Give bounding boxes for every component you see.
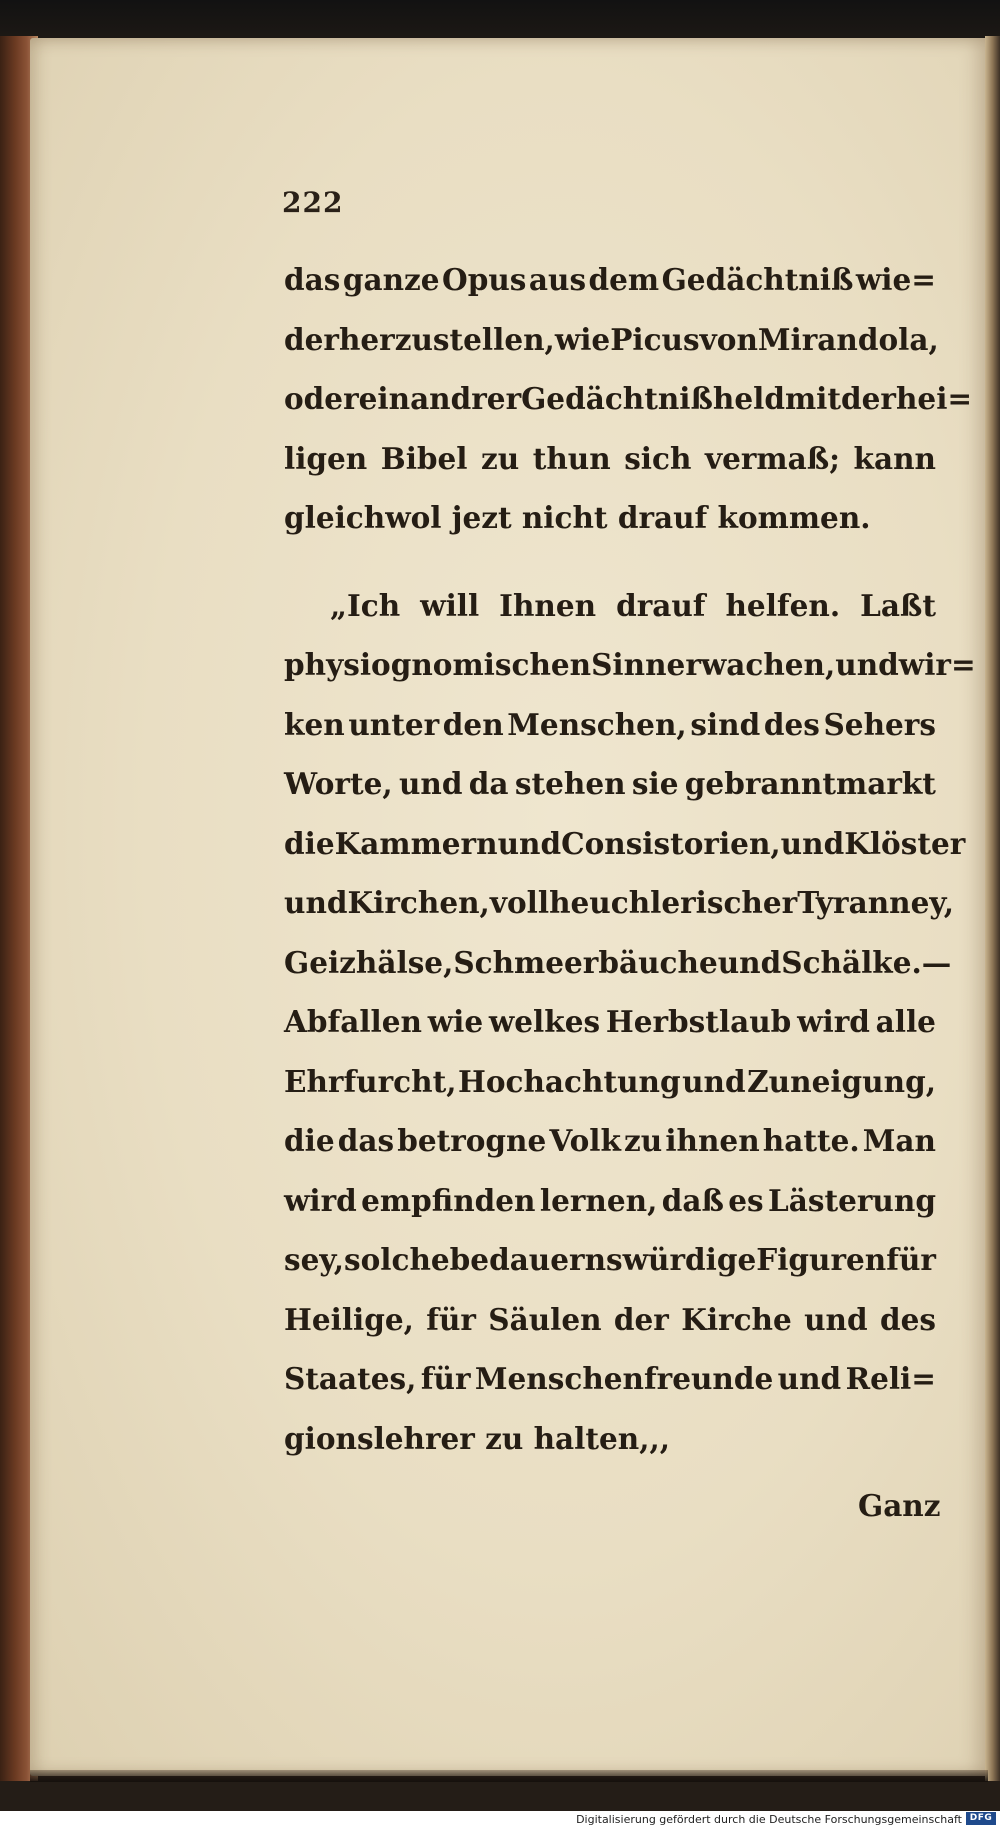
page-bottom-shadow: [30, 1770, 988, 1782]
text-line: Ehrfurcht, Hochachtung und Zuneigung,: [284, 1063, 936, 1099]
text-line: sey, solche bedauernswürdige Figuren für: [284, 1242, 936, 1277]
text-line: physiognomischen Sinn erwachen, und wir=: [284, 647, 976, 682]
text-line: oder ein andrer Gedächtnißheld mit der hei=: [284, 381, 973, 416]
text-line: „Ich will Ihnen drauf helfen. Laßt: [330, 587, 936, 623]
footer-credit: Digitalisierung gefördert durch die Deutsche Forschungsgemeinschaft: [576, 1813, 962, 1826]
text-line: Abfallen wie welkes Herbstlaub wird alle: [284, 1004, 936, 1039]
text-line: das ganze Opus aus dem Gedächtniß wie=: [284, 262, 936, 297]
text-line: gleichwol jezt nicht drauf kommen.: [284, 500, 871, 535]
text-line: ligen Bibel zu thun sich vermaß; kann: [284, 440, 936, 476]
text-line: Staates, für Menschenfreunde und Reli=: [284, 1361, 936, 1396]
text-line: der herzustellen, wie Picus von Mirandola,: [284, 321, 939, 357]
text-line: die Kammern und Consistorien, und Klöster: [284, 825, 966, 861]
page-fore-edge: [985, 36, 1000, 1781]
text-line: die das betrogne Volk zu ihnen hatte. Man: [284, 1123, 936, 1158]
text-line: Heilige, für Säulen der Kirche und des: [284, 1301, 936, 1337]
catchword: Ganz: [858, 1488, 941, 1523]
text-line: Worte, und da stehen sie gebranntmarkt: [284, 766, 936, 801]
text-line: ken unter den Menschen, sind des Sehers: [284, 706, 936, 742]
paragraph: [284, 576, 976, 1469]
text-line: wird empfinden lernen, daß es Lästerung: [284, 1182, 936, 1218]
dfg-logo: DFG: [966, 1812, 996, 1825]
body-text: [284, 250, 976, 1468]
paragraph-gap: [284, 548, 936, 576]
text-line: gionslehrer zu halten,,,: [284, 1420, 671, 1456]
text-line: und Kirchen, voll heuchlerischer Tyranney,: [284, 885, 954, 920]
paragraph: [284, 250, 973, 548]
text-line: Geizhälse, Schmeerbäuche und Schälke. —: [284, 944, 952, 980]
page-number: 222: [282, 186, 344, 219]
